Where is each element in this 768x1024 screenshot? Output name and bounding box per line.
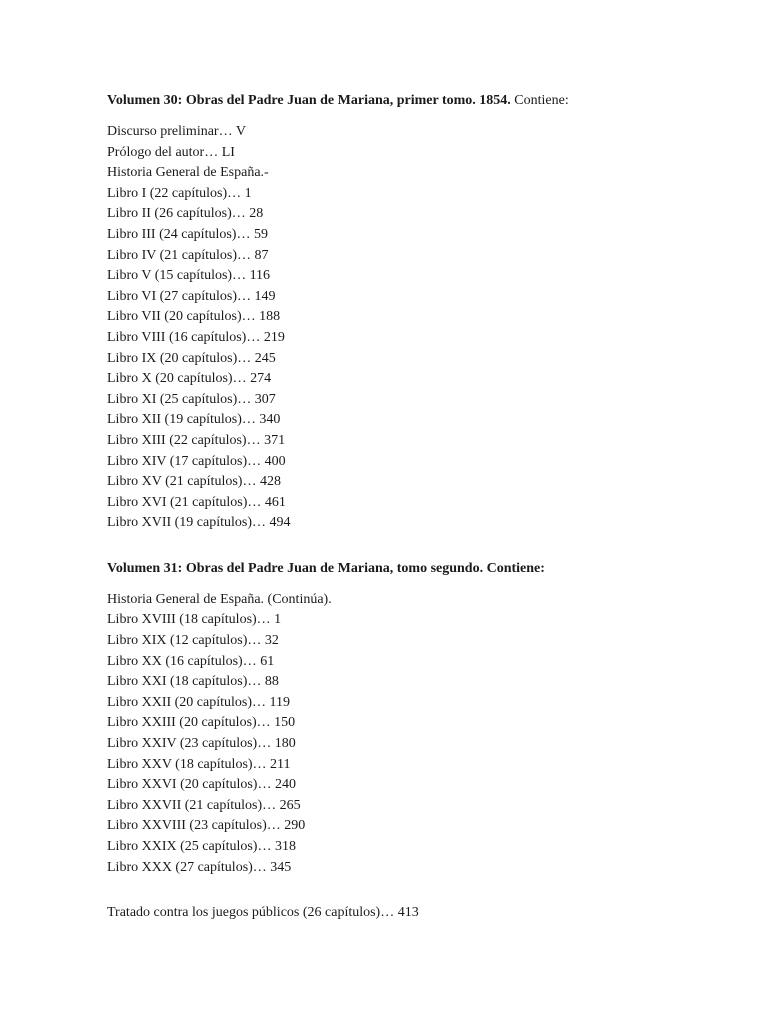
list-item: Libro XXVII (21 capítulos)… 265 xyxy=(107,797,301,813)
volume-31-heading xyxy=(107,559,747,579)
list-item: Libro XVI (21 capítulos)… 461 xyxy=(107,494,286,510)
list-item: Libro XXI (18 capítulos)… 88 xyxy=(107,674,279,690)
list-item: Libro XVIII (18 capítulos)… 1 xyxy=(107,612,282,628)
list-item: Libro III (24 capítulos)… 59 xyxy=(107,226,268,242)
list-item: Libro XX (16 capítulos)… 61 xyxy=(107,653,275,669)
list-item: Libro X (20 capítulos)… 274 xyxy=(107,371,272,387)
section-spacer xyxy=(107,534,747,559)
list-item: Libro IV (21 capítulos)… 87 xyxy=(107,247,269,263)
list-item: Historia General de España. (Continúa). xyxy=(107,591,332,607)
list-item: Libro VII (20 capítulos)… 188 xyxy=(107,309,281,325)
list-item: Libro XVII (19 capítulos)… 494 xyxy=(107,515,291,531)
list-item: Libro XII (19 capítulos)… 340 xyxy=(107,412,281,428)
list-item: Libro I (22 capítulos)… 1 xyxy=(107,185,252,201)
volume-30-heading xyxy=(107,91,747,111)
volume-30-section xyxy=(107,91,747,534)
list-item: Libro XI (25 capítulos)… 307 xyxy=(107,391,276,407)
list-item: Libro XV (21 capítulos)… 428 xyxy=(107,474,281,490)
section-spacer xyxy=(107,878,747,889)
volume-31-heading-bold: Volumen 31: Obras del Padre Juan de Mariana, tomo segundo. Contiene: xyxy=(107,560,545,576)
volume-31-section xyxy=(107,559,747,878)
list-item: Libro VIII (16 capítulos)… 219 xyxy=(107,329,285,345)
list-item: Libro IX (20 capítulos)… 245 xyxy=(107,350,276,366)
list-item: Prólogo del autor… LI xyxy=(107,144,235,160)
list-item: Libro V (15 capítulos)… 116 xyxy=(107,268,271,284)
list-item: Libro XXIV (23 capítulos)… 180 xyxy=(107,736,296,752)
list-item: Discurso preliminar… V xyxy=(107,124,246,139)
list-item: Libro XIV (17 capítulos)… 400 xyxy=(107,453,286,469)
list-item: Libro XXII (20 capítulos)… 119 xyxy=(107,694,290,710)
volume-30-heading-plain: Contiene: xyxy=(510,93,569,108)
list-item: Libro XXIX (25 capítulos)… 318 xyxy=(107,839,296,854)
volume-30-contents-list xyxy=(107,122,747,534)
list-item: Libro XXV (18 capítulos)… 211 xyxy=(107,756,291,772)
list-item: Libro XXVI (20 capítulos)… 240 xyxy=(107,777,296,793)
list-item: Libro XXVIII (23 capítulos)… 290 xyxy=(107,818,306,834)
list-item: Libro XXX (27 capítulos)… 345 xyxy=(107,859,292,875)
document-body xyxy=(107,91,747,937)
list-item: Libro II (26 capítulos)… 28 xyxy=(107,206,264,222)
list-item: Libro XIII (22 capítulos)… 371 xyxy=(107,432,286,448)
list-item: Libro XIX (12 capítulos)… 32 xyxy=(107,633,279,649)
closing-entry: Tratado contra los juegos públicos (26 capítulos)… 413 xyxy=(107,905,419,921)
volume-30-heading-bold: Volumen 30: Obras del Padre Juan de Mariana, primer tomo. 1854. xyxy=(107,93,511,108)
list-item: Historia General de España.- xyxy=(107,165,269,181)
list-item: Libro VI (27 capítulos)… 149 xyxy=(107,288,276,304)
list-item: Libro XXIII (20 capítulos)… 150 xyxy=(107,715,296,731)
volume-31-contents-list xyxy=(107,590,747,878)
